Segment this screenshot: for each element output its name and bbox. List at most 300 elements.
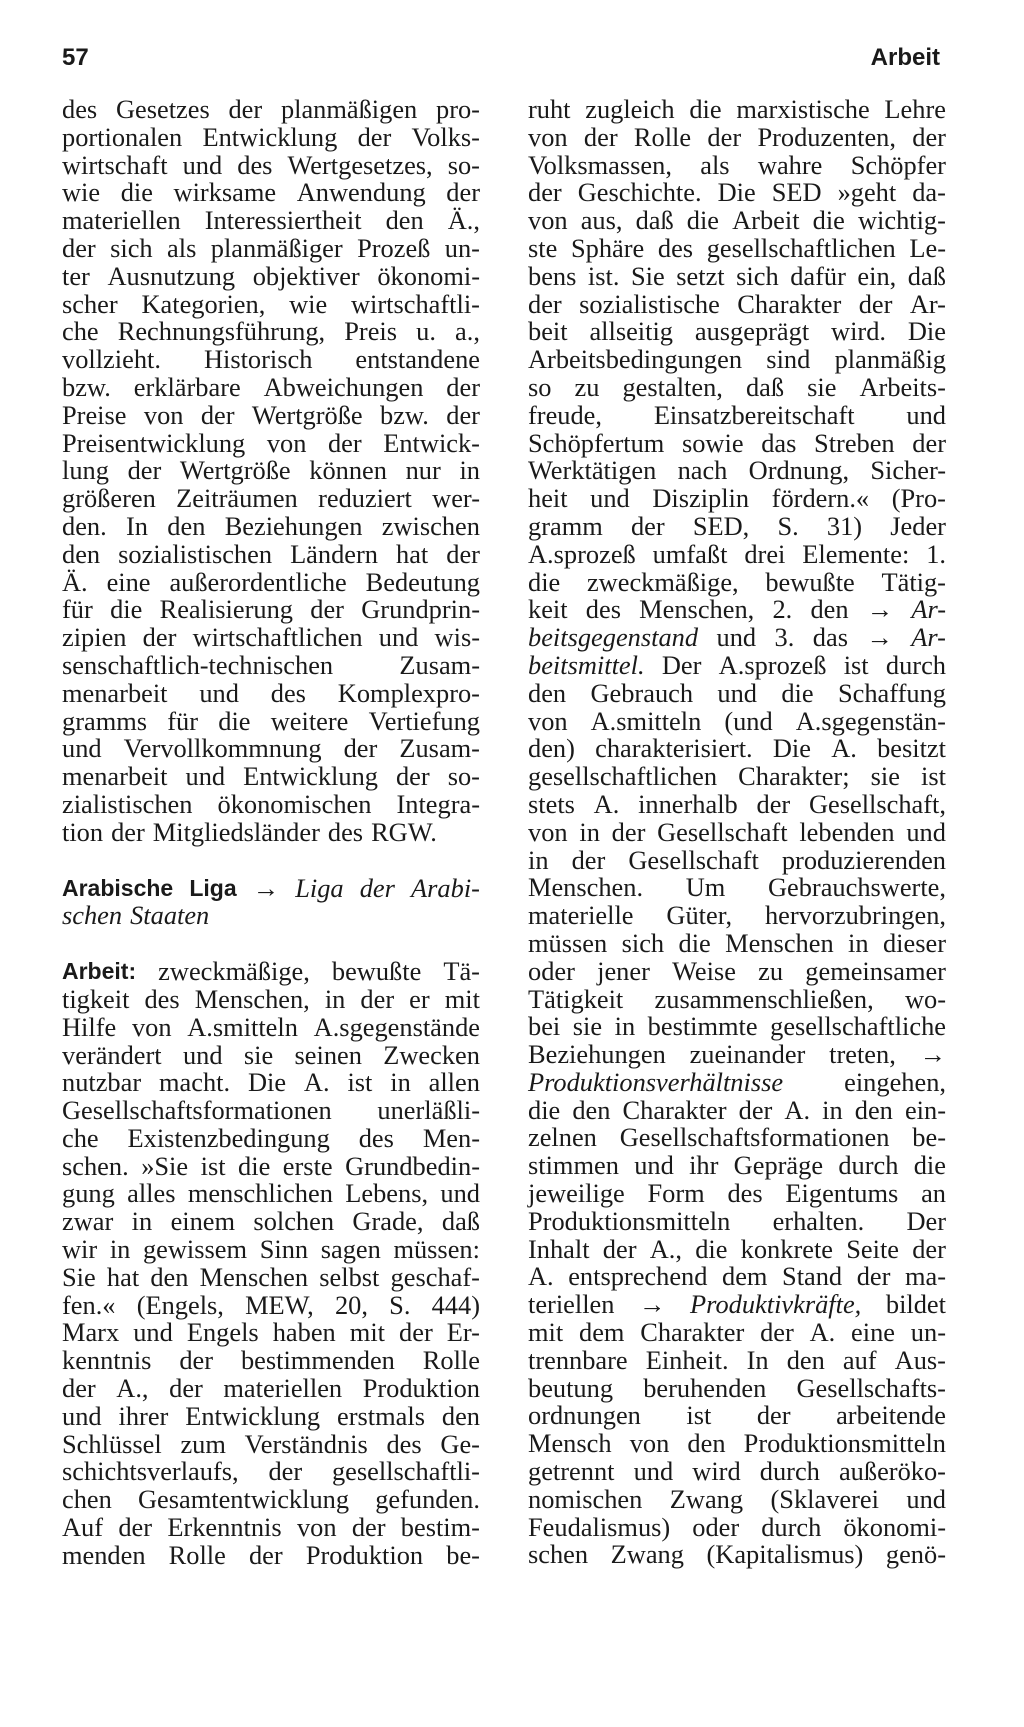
word: in <box>131 1206 153 1237</box>
word: unerläßli- <box>377 1095 480 1126</box>
word: ökonomi- <box>377 260 480 291</box>
word: erstmals <box>337 1400 425 1431</box>
word: (Pro- <box>891 483 946 514</box>
word: Schöpfertum <box>528 427 665 458</box>
word: und <box>633 1456 674 1487</box>
word: be- <box>446 1539 480 1570</box>
word: Form <box>647 1178 705 1209</box>
word: A.sgegenstände <box>313 1011 480 1042</box>
word: jeweilige <box>528 1178 625 1209</box>
text-line <box>528 207 946 235</box>
word: (Engels, <box>136 1289 224 1320</box>
word: Inhalt <box>528 1233 590 1264</box>
word: beutung <box>528 1372 614 1403</box>
text-line <box>62 1539 480 1570</box>
text-line <box>528 1233 946 1264</box>
word: und <box>199 677 239 708</box>
word: A., <box>116 1373 149 1404</box>
word: in <box>109 1234 131 1265</box>
word: Entwicklung <box>185 1400 321 1431</box>
word: menden <box>62 1539 146 1570</box>
word: eine <box>106 566 151 597</box>
word: entstandene <box>355 344 480 375</box>
text-line <box>528 1458 946 1486</box>
word: in <box>324 983 346 1014</box>
word: zusammenschließen, <box>654 983 874 1014</box>
word: der <box>169 1373 203 1404</box>
word: den <box>150 1261 189 1292</box>
word: der <box>248 1539 283 1570</box>
word: sind <box>766 344 811 375</box>
word: freude, <box>528 399 602 430</box>
word: A. <box>784 1094 811 1125</box>
word: ordnungen <box>528 1400 641 1431</box>
word: solchen <box>253 1206 335 1237</box>
word: und <box>906 1483 946 1514</box>
word: Historisch <box>203 344 313 375</box>
word: Charakter <box>737 288 842 319</box>
word: Gebrauchswerte, <box>767 872 946 903</box>
word: der <box>351 1512 386 1543</box>
cross-reference: Produktionsverhältnisse <box>528 1066 784 1097</box>
text-line <box>528 232 946 263</box>
cross-reference: Arabi- <box>411 872 480 903</box>
word: Auf <box>62 1512 104 1543</box>
word: sich <box>621 927 665 958</box>
word: sich <box>736 260 779 291</box>
word: des <box>727 1178 763 1209</box>
word: zum <box>180 1428 226 1459</box>
word: → <box>252 872 280 903</box>
word: Ä. <box>62 566 88 597</box>
word: Rolle <box>168 1539 226 1570</box>
word: ökonomi- <box>843 1511 946 1542</box>
word: Lebens, <box>345 1178 429 1209</box>
word: menschlichen <box>187 1178 333 1209</box>
word: der <box>228 94 263 124</box>
word: Rolle <box>422 1345 480 1376</box>
word: dieser <box>882 927 946 958</box>
word: beit <box>528 316 568 347</box>
word: des <box>270 677 306 708</box>
word: Entwick- <box>383 427 480 458</box>
word: Entwicklung <box>202 121 338 152</box>
word: das <box>812 622 848 653</box>
word: Grundbedin- <box>345 1150 480 1181</box>
text-line <box>62 457 480 485</box>
word: bestimmenden <box>240 1345 395 1376</box>
word: heit <box>528 483 568 514</box>
word: in <box>390 1067 411 1098</box>
word: der <box>62 232 96 263</box>
word: der <box>395 761 430 792</box>
entry-headword: Arbeit: <box>62 958 137 985</box>
word: »geht <box>837 177 897 208</box>
text-line <box>528 1511 946 1542</box>
word: Hilfe <box>62 1011 117 1042</box>
word: den <box>441 1400 480 1431</box>
word: verändert <box>62 1039 162 1070</box>
text-line <box>528 371 946 402</box>
word: allen <box>428 1067 480 1098</box>
word: materielle <box>528 900 634 931</box>
text-line <box>528 955 946 986</box>
word: der <box>571 844 606 875</box>
word: alles <box>127 1178 176 1209</box>
word: Preisentwicklung <box>62 427 246 458</box>
word: gewissem <box>142 1234 248 1265</box>
word: der <box>611 816 646 847</box>
word: Menschen, <box>194 983 310 1014</box>
word: planmäßig <box>834 344 946 375</box>
word: Tätig- <box>881 566 946 597</box>
word: von <box>528 816 568 847</box>
word: den <box>854 1094 893 1125</box>
word: gemeinsamer <box>805 955 946 986</box>
text-line <box>528 538 946 569</box>
word: teriellen <box>528 1289 615 1320</box>
cross-reference: beitsmittel. <box>528 649 645 680</box>
word: Gesetzes <box>115 94 210 124</box>
word: des <box>62 94 98 124</box>
word: menarbeit <box>62 761 168 792</box>
word: mit <box>444 983 480 1014</box>
word: Der <box>661 649 702 680</box>
word: produzierenden <box>781 844 946 875</box>
word: Prozeß <box>357 232 431 263</box>
text-line <box>62 1347 480 1375</box>
text-line <box>528 1066 946 1097</box>
word: die <box>238 1150 271 1181</box>
word: Zwang <box>669 1483 744 1514</box>
word: Wertgröße <box>179 455 291 486</box>
word: Existenzbedingung <box>127 1122 330 1153</box>
word: an <box>921 1178 946 1209</box>
word: oder <box>528 955 575 986</box>
word: A. <box>809 1317 836 1348</box>
word: der <box>111 816 145 847</box>
word: In <box>746 1344 769 1375</box>
word: die <box>218 705 251 736</box>
word: Komplexpro- <box>337 677 480 708</box>
word: Um <box>685 872 726 903</box>
word: Gesellschaftsformationen <box>62 1095 332 1126</box>
word: → <box>866 594 894 625</box>
word: seinen <box>294 1039 362 1070</box>
text-line <box>62 1514 480 1542</box>
word: und <box>62 1400 102 1431</box>
paragraph-gap <box>62 847 480 875</box>
word: Produktionsmitteln <box>743 1428 946 1459</box>
text-line <box>62 705 480 736</box>
text-line <box>528 677 946 708</box>
word: und <box>62 733 102 764</box>
word: von <box>629 1428 670 1459</box>
text-line <box>528 318 946 346</box>
word: Verständnis <box>244 1428 368 1459</box>
word: Bedeutung <box>365 566 480 597</box>
text-line <box>528 844 946 875</box>
text-line <box>528 927 946 958</box>
word: Ländern <box>290 538 378 569</box>
word: Gesellschafts- <box>796 1372 946 1403</box>
word: Volksmassen, <box>528 149 672 180</box>
word: und <box>634 1150 674 1181</box>
word: der <box>127 455 162 486</box>
word: keit <box>528 594 568 625</box>
word: da- <box>912 177 946 208</box>
text-line <box>528 179 946 207</box>
text-line <box>62 788 480 819</box>
word: erhalten. <box>772 1205 865 1236</box>
word: Wertgröße <box>251 399 363 430</box>
word: ruht <box>528 94 571 124</box>
word: von <box>528 121 568 152</box>
word: beruhenden <box>643 1372 767 1403</box>
word: A.sgegenstän- <box>795 705 946 736</box>
text-line <box>62 763 480 791</box>
word: menarbeit <box>62 677 168 708</box>
word: des <box>386 1428 422 1459</box>
word: bei <box>528 1011 561 1042</box>
word: sich <box>110 232 153 263</box>
word: der <box>179 1345 214 1376</box>
word: fördern.« <box>771 483 870 514</box>
word: SED <box>771 177 822 208</box>
word: wird <box>692 1456 741 1487</box>
word: stimmen <box>528 1150 619 1181</box>
word: dafür <box>790 260 846 291</box>
word: in <box>822 1094 843 1125</box>
word: MEW, <box>245 1289 314 1320</box>
word: Vertiefung <box>368 705 480 736</box>
word: Ordnung, <box>748 455 850 486</box>
word: chen <box>62 1484 112 1515</box>
word: Gepräge <box>733 1150 824 1181</box>
word: drei <box>744 538 786 569</box>
word: lung <box>62 455 109 486</box>
word: sozialistischen <box>118 538 273 569</box>
word: setzt <box>676 260 725 291</box>
word: Gebrauch <box>590 677 694 708</box>
word: des <box>358 1122 394 1153</box>
word: A. <box>593 788 620 819</box>
word: wo- <box>904 983 946 1014</box>
text-line <box>62 649 480 680</box>
word: die <box>689 94 722 124</box>
text-line <box>528 1344 946 1375</box>
word: Menschen <box>725 927 834 958</box>
word: Ar- <box>909 288 946 319</box>
word: der <box>142 622 177 653</box>
word: so- <box>447 149 480 180</box>
word: reduziert <box>318 483 412 514</box>
word: den <box>786 1344 825 1375</box>
word: sozialistische <box>579 288 720 319</box>
word: des <box>657 232 694 263</box>
word: Seite <box>846 1233 899 1264</box>
word: Rolle <box>633 121 692 152</box>
word: er <box>409 983 430 1014</box>
word: der <box>62 1373 96 1404</box>
text-line <box>62 624 480 652</box>
word: (und <box>724 705 773 736</box>
word: aus, <box>580 205 623 236</box>
word: Sinn <box>259 1234 309 1265</box>
text-line <box>62 371 480 402</box>
word: durch <box>838 1150 899 1181</box>
text-line <box>62 902 480 930</box>
text-line <box>528 1205 946 1236</box>
text-line <box>62 1039 480 1070</box>
word: die <box>781 677 814 708</box>
word: außeröko- <box>838 1456 946 1487</box>
word: haben <box>272 1317 336 1348</box>
word: so- <box>447 761 480 792</box>
word: vollzieht. <box>62 344 161 375</box>
word: der <box>528 177 562 208</box>
word: Die <box>907 316 946 347</box>
word: trennbare <box>528 1344 628 1375</box>
word: Güter, <box>666 900 733 931</box>
text-line <box>62 983 480 1014</box>
word: einem <box>170 1206 236 1237</box>
text-line <box>62 1208 480 1236</box>
word: auf <box>842 1344 877 1375</box>
cross-reference: Staaten <box>130 900 210 931</box>
word: der <box>856 1261 891 1292</box>
word: Entwicklung <box>243 761 378 792</box>
word: zwischen <box>381 510 480 541</box>
word: Ge- <box>440 1428 480 1459</box>
word: bzw. <box>62 371 111 402</box>
word: zu <box>758 955 784 986</box>
word: S. <box>389 1289 411 1320</box>
word: materiellen <box>62 205 181 236</box>
text-column-right <box>528 96 946 1569</box>
word: sie <box>870 761 900 792</box>
page-number: 57 <box>62 44 89 71</box>
text-line <box>528 763 946 791</box>
word: weitere <box>270 705 349 736</box>
text-line <box>62 1097 480 1125</box>
word: Die <box>247 1067 287 1098</box>
word: den <box>687 1428 726 1459</box>
word: von <box>528 205 568 236</box>
text-line <box>528 399 946 430</box>
word: der <box>756 1400 791 1431</box>
text-line <box>62 872 480 903</box>
text-line <box>62 1458 480 1486</box>
word: in <box>528 844 549 875</box>
word: erklärbare <box>133 371 241 402</box>
word: bewußte <box>331 956 422 987</box>
text-line <box>528 566 946 597</box>
word: der <box>360 983 395 1014</box>
text-line <box>62 427 480 458</box>
word: der <box>760 1317 794 1348</box>
text-line <box>528 816 946 847</box>
word: besitzt <box>877 733 946 764</box>
word: A. <box>831 733 857 764</box>
word: des <box>237 149 273 180</box>
word: gestalten, <box>622 371 723 402</box>
word: entsprechend <box>568 1261 708 1292</box>
word: den <box>528 677 567 708</box>
word: gramms <box>62 705 148 736</box>
word: hervorzubringen, <box>764 900 946 931</box>
word: Arbeitsbedingungen <box>528 344 743 375</box>
word: das <box>761 427 797 458</box>
word: Geschichte. <box>577 177 702 208</box>
word: sie <box>243 1039 274 1070</box>
word: pro- <box>436 94 480 124</box>
word: oder <box>692 1511 740 1542</box>
cross-reference: Ar- <box>911 622 946 653</box>
running-title: Arbeit <box>870 44 940 71</box>
word: Le- <box>909 232 946 263</box>
text-line <box>528 1483 946 1514</box>
word: wahre <box>757 149 823 180</box>
word: der <box>756 788 791 819</box>
word: außerordentliche <box>169 566 347 597</box>
page-header <box>62 44 940 84</box>
word: Schaffung <box>837 677 946 708</box>
word: Werktätigen <box>528 455 657 486</box>
word: 2. <box>772 594 793 625</box>
word: zueinander <box>689 1039 806 1070</box>
word: ist. <box>587 260 620 291</box>
word: sie <box>572 1011 603 1042</box>
word: wirtschaftlichen <box>192 622 363 653</box>
text-line <box>62 816 480 847</box>
word: bens <box>528 260 577 291</box>
word: Gesellschaft <box>657 816 788 847</box>
word: che <box>62 316 99 347</box>
text-line <box>528 346 946 374</box>
word: S. <box>777 510 799 541</box>
word: u. <box>416 316 436 347</box>
word: Menschen, <box>639 594 755 625</box>
word: der <box>310 594 344 625</box>
word: des <box>327 816 364 847</box>
word: den <box>572 1094 611 1125</box>
word: in <box>614 1011 636 1042</box>
text-line <box>62 207 480 235</box>
word: mit <box>528 1317 564 1348</box>
text-line <box>528 427 946 458</box>
word: Charakter; <box>738 761 850 792</box>
word: des <box>144 983 180 1014</box>
word: daß <box>635 205 674 236</box>
word: → <box>866 622 893 653</box>
word: Streben <box>814 427 895 458</box>
word: der <box>118 1512 153 1543</box>
word: Preis <box>344 316 398 347</box>
word: (Kapitalismus) <box>706 1539 864 1570</box>
word: Integra- <box>396 788 480 819</box>
text-line <box>62 735 480 763</box>
word: 1. <box>926 538 946 569</box>
word: ein- <box>904 1094 946 1125</box>
word: Aus- <box>894 1344 946 1375</box>
word: der <box>912 121 946 152</box>
word: Gesellschaft, <box>808 788 946 819</box>
word: Zwecken <box>383 1039 480 1070</box>
word: daß <box>745 371 785 402</box>
word: schen <box>528 1539 589 1570</box>
word: der <box>630 510 665 541</box>
